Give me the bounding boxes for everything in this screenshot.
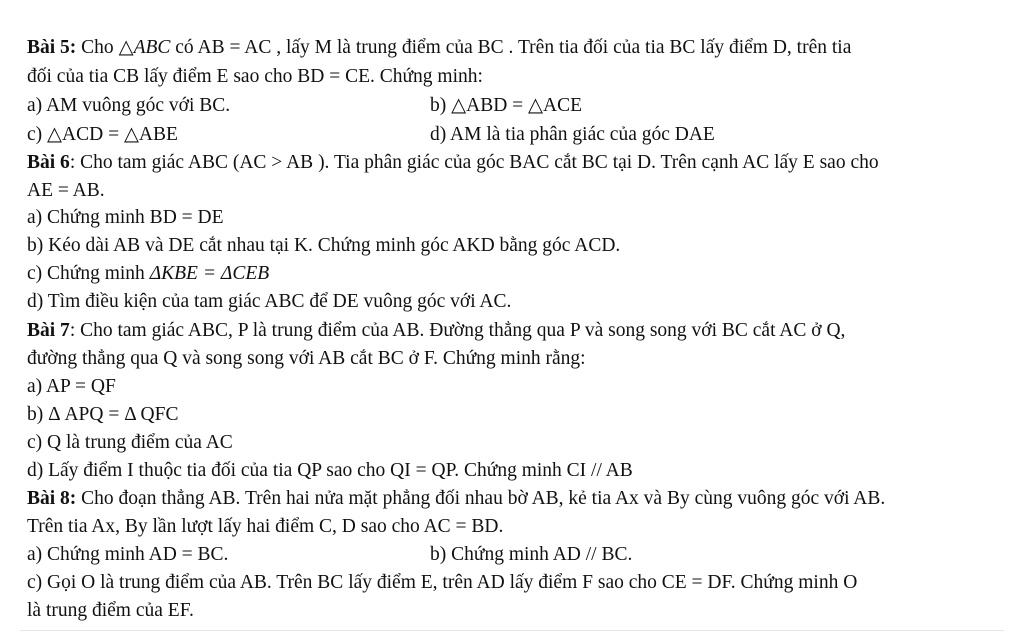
bai7-line-1 (27, 318, 845, 344)
bai7-item-c: c) Q là trung điểm của AC (27, 432, 233, 453)
math-abc: ABC (133, 37, 171, 58)
bai5-item-c: c) △ACD = △ABE (27, 124, 178, 145)
bai8-item-c: c) Gọi O là trung điểm của AB. Trên BC lấy điểm E, trên AD lấy điểm F sao cho CE = DF. Chứng minh O (27, 572, 858, 593)
text: Cho (76, 37, 119, 58)
bai8-item-c-cont: là trung điểm của EF. (27, 600, 194, 621)
bai7-item-a: a) AP = QF (27, 376, 116, 397)
bai5-row-cd (27, 122, 715, 148)
bai5-line-2: đối của tia CB lấy điểm E sao cho BD = CE. Chứng minh: (27, 66, 483, 87)
bai6-line-1 (27, 150, 879, 176)
bai5-item-a: a) AM vuông góc với BC. (27, 95, 231, 116)
bai5-label: Bài 5: (27, 37, 77, 58)
bai8-line-1 (27, 486, 885, 512)
text: : Cho tam giác ABC (AC > AB ). Tia phân giác của góc BAC cắt BC tại D. Trên cạnh AC lấy E sao cho (69, 152, 879, 173)
bai8-label: Bài 8: (27, 488, 77, 509)
bai7-line-2: đường thẳng qua Q và song song với AB cắt BC ở F. Chứng minh rằng: (27, 348, 586, 369)
text: có AB = AC , lấy M là trung điểm của BC . Trên tia đối của tia BC lấy điểm D, trên tia (170, 37, 852, 58)
bai5-item-b: b) △ABD = △ACE (430, 95, 583, 116)
text: Cho đoạn thẳng AB. Trên hai nửa mặt phẳng đối nhau bờ AB, kẻ tia Ax và By cùng vuông góc với AB. (76, 488, 886, 509)
triangle-symbol: △ (118, 37, 134, 58)
text: c) Chứng minh (27, 263, 150, 284)
bai5-row-ab (27, 93, 583, 119)
bottom-divider (20, 630, 1004, 631)
bai8-item-a: a) Chứng minh AD = BC. (27, 544, 229, 565)
bai7-item-d: d) Lấy điểm I thuộc tia đối của tia QP sao cho QI = QP. Chứng minh CI // AB (27, 460, 633, 481)
bai6-item-a: a) Chứng minh BD = DE (27, 207, 224, 228)
bai8-line-2: Trên tia Ax, By lần lượt lấy hai điểm C, D sao cho AC = BD. (27, 516, 504, 537)
bai6-label: Bài 6 (27, 152, 70, 173)
bai6-item-b: b) Kéo dài AB và DE cắt nhau tại K. Chứng minh góc AKD bằng góc ACD. (27, 235, 621, 256)
math-expression: ΔKBE = ΔCEB (149, 263, 270, 284)
bai6-item-c (27, 261, 269, 287)
bai8-row-ab (27, 542, 633, 568)
bai5-line-1 (27, 35, 851, 61)
bai7-item-b: b) Δ APQ = Δ QFC (27, 404, 179, 425)
bai6-item-d: d) Tìm điều kiện của tam giác ABC để DE vuông góc với AC. (27, 291, 512, 312)
bai6-line-2: AE = AB. (27, 180, 105, 201)
bai7-label: Bài 7 (27, 320, 70, 341)
bai5-item-d: d) AM là tia phân giác của góc DAE (430, 124, 715, 145)
text: : Cho tam giác ABC, P là trung điểm của AB. Đường thẳng qua P và song song với BC cắt AC ở Q, (69, 320, 846, 341)
bai8-item-b: b) Chứng minh AD // BC. (430, 544, 633, 565)
